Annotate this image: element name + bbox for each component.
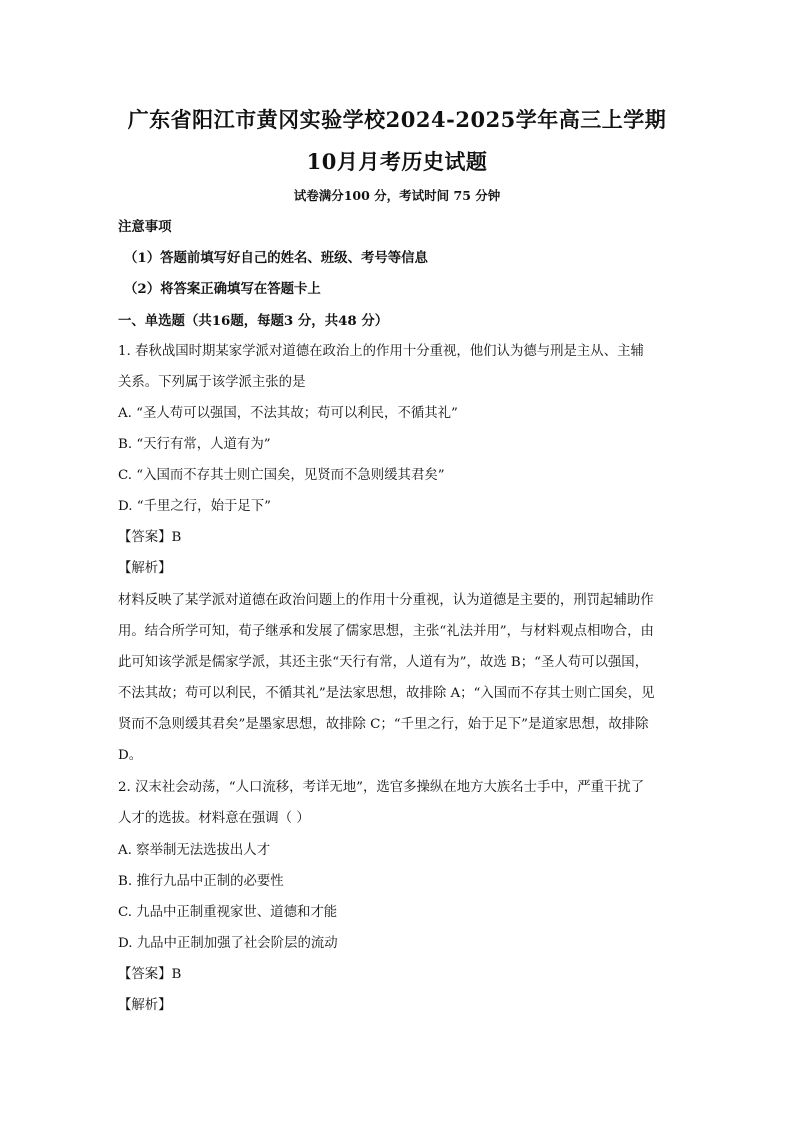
q2-option-d: D. 九品中正制加强了社会阶层的流动 (118, 936, 338, 951)
exam-info: 试卷满分100 分，考试时间 75 分钟 (293, 188, 501, 203)
q1-answer: 【答案】B (118, 530, 182, 545)
q2-analysis-label: 【解析】 (118, 998, 172, 1013)
section-heading: 一、单选题（共16题，每题3 分，共48 分） (118, 313, 389, 329)
q1-analysis-label: 【解析】 (118, 561, 172, 576)
q2-option-a: A. 察举制无法选拔出人才 (118, 843, 271, 858)
q1-option-d: D. “千里之行，始于足下” (118, 499, 271, 514)
q1-analysis-line: 此可知该学派是儒家学派，其还主张“天行有常，人道有为”，故选 B；“圣人苟可以强国， (118, 655, 649, 670)
q2-answer: 【答案】B (118, 967, 182, 982)
q2-option-c: C. 九品中正制重视家世、道德和才能 (118, 905, 338, 920)
q1-analysis-line: 不法其故；苟可以利民，不循其礼”是法家思想，故排除 A；“入国而不存其士则亡国矣，见 (118, 686, 655, 701)
note-item-1: （1）答题前填写好自己的姓名、班级、考号等信息 (124, 250, 428, 266)
title-line-2: 10月月考历史试题 (306, 149, 488, 174)
title-line-1: 广东省阳江市黄冈实验学校2024-2025学年高三上学期 (127, 107, 667, 132)
q1-stem-line-2: 关系。下列属于该学派主张的是 (118, 375, 306, 390)
note-item-2: （2）将答案正确填写在答题卡上 (124, 281, 321, 297)
q2-stem-line-2: 人才的选拔。材料意在强调（ ） (118, 811, 310, 826)
q1-option-a: A. “圣人苟可以强国，不法其故；苟可以利民，不循其礼” (118, 406, 458, 421)
notes-heading: 注意事项 (118, 219, 172, 235)
q1-analysis-line: 用。结合所学可知，荀子继承和发展了儒家思想，主张“礼法并用”，与材料观点相吻合，由 (118, 624, 654, 639)
q1-analysis-line: 材料反映了某学派对道德在政治问题上的作用十分重视，认为道德是主要的，刑罚起辅助作 (118, 593, 654, 608)
q1-analysis (118, 585, 678, 771)
q2-option-b: B. 推行九品中正制的必要性 (118, 874, 284, 889)
q1-option-b: B. “天行有常，人道有为” (118, 437, 271, 452)
q2-stem-line-1: 2. 汉末社会动荡，“人口流移，考详无地”，选官多操纵在地方大族名士手中，严重干扰了 (118, 780, 645, 795)
q1-stem-line-1: 1. 春秋战国时期某家学派对道德在政治上的作用十分重视，他们认为德与刑是主从、主辅 (118, 344, 644, 359)
q1-option-c: C. “入国而不存其士则亡国矣，见贤而不急则缓其君矣” (118, 468, 445, 483)
q1-analysis-line: D。 (118, 748, 143, 763)
q1-analysis-line: 贤而不急则缓其君矣”是墨家思想，故排除 C；“千里之行，始于足下”是道家思想，故排除 (118, 717, 649, 732)
